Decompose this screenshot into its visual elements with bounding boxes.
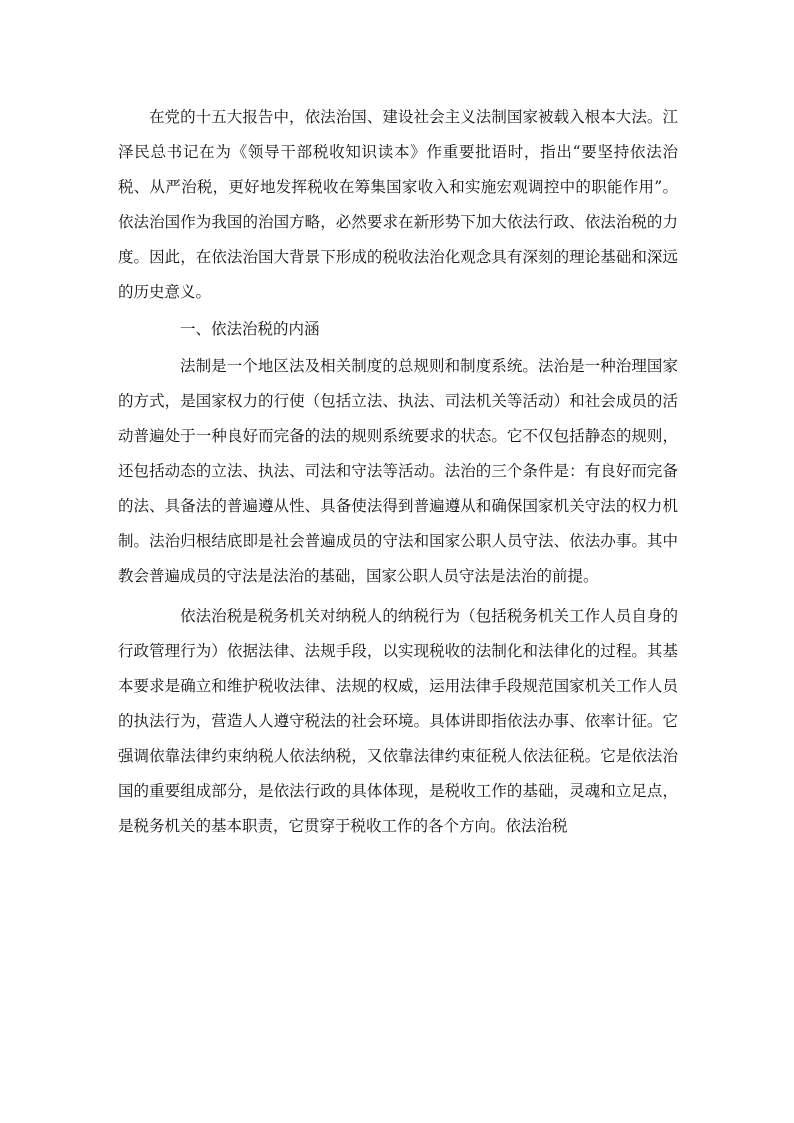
paragraph-tax-by-law: 依法治税是税务机关对纳税人的纳税行为（包括税务机关工作人员自身的行政管理行为）依据法律、法规手段，以实现税收的法制化和法律化的过程。其基本要求是确立和维护税收法律、法规的权威，运用法律手段规范国家机关工作人员的执法行为，营造人人遵守税法的社会环境。具体讲即指依法办事、依率计征。它强调依靠法律约束纳税人依法纳税，又依靠法律约束征税人依法征税。它是依法治国的重要组成部分，是依法行政的具体体现，是税收工作的基础，灵魂和立足点，是税务机关的基本职责，它贯穿于税收工作的各个方向。依法治税	[118, 607, 678, 835]
paragraph-rule-of-law: 法制是一个地区法及相关制度的总规则和制度系统。法治是一种治理国家的方式，是国家权力的行使（包括立法、执法、司法机关等活动）和社会成员的活动普遍处于一种良好而完备的法的规则系统要求的状态。它不仅包括静态的规则，还包括动态的立法、执法、司法和守法等活动。法治的三个条件是：有良好而完备的法、具备法的普遍遵从性、具备使法得到普遍遵从和确保国家机关守法的权力机制。法治归根结底即是社会普遍成员的守法和国家公职人员守法、依法办事。其中教会普遍成员的守法是法治的基础，国家公职人员守法是法治的前提。	[118, 357, 678, 585]
document-body	[118, 100, 678, 844]
paragraph-intro: 在党的十五大报告中，依法治国、建设社会主义法制国家被载入根本大法。江泽民总书记在为《领导干部税收知识读本》作重要批语时，指出“要坚持依法治税、从严治税，更好地发挥税收在筹集国家收入和实施宏观调控中的职能作用”。依法治国作为我国的治国方略，必然要求在新形势下加大依法行政、依法治税的力度。因此，在依法治国大背景下形成的税收法治化观念具有深刻的理论基础和深远的历史意义。	[118, 108, 678, 301]
section-heading: 一、依法治税的内涵	[180, 320, 320, 338]
